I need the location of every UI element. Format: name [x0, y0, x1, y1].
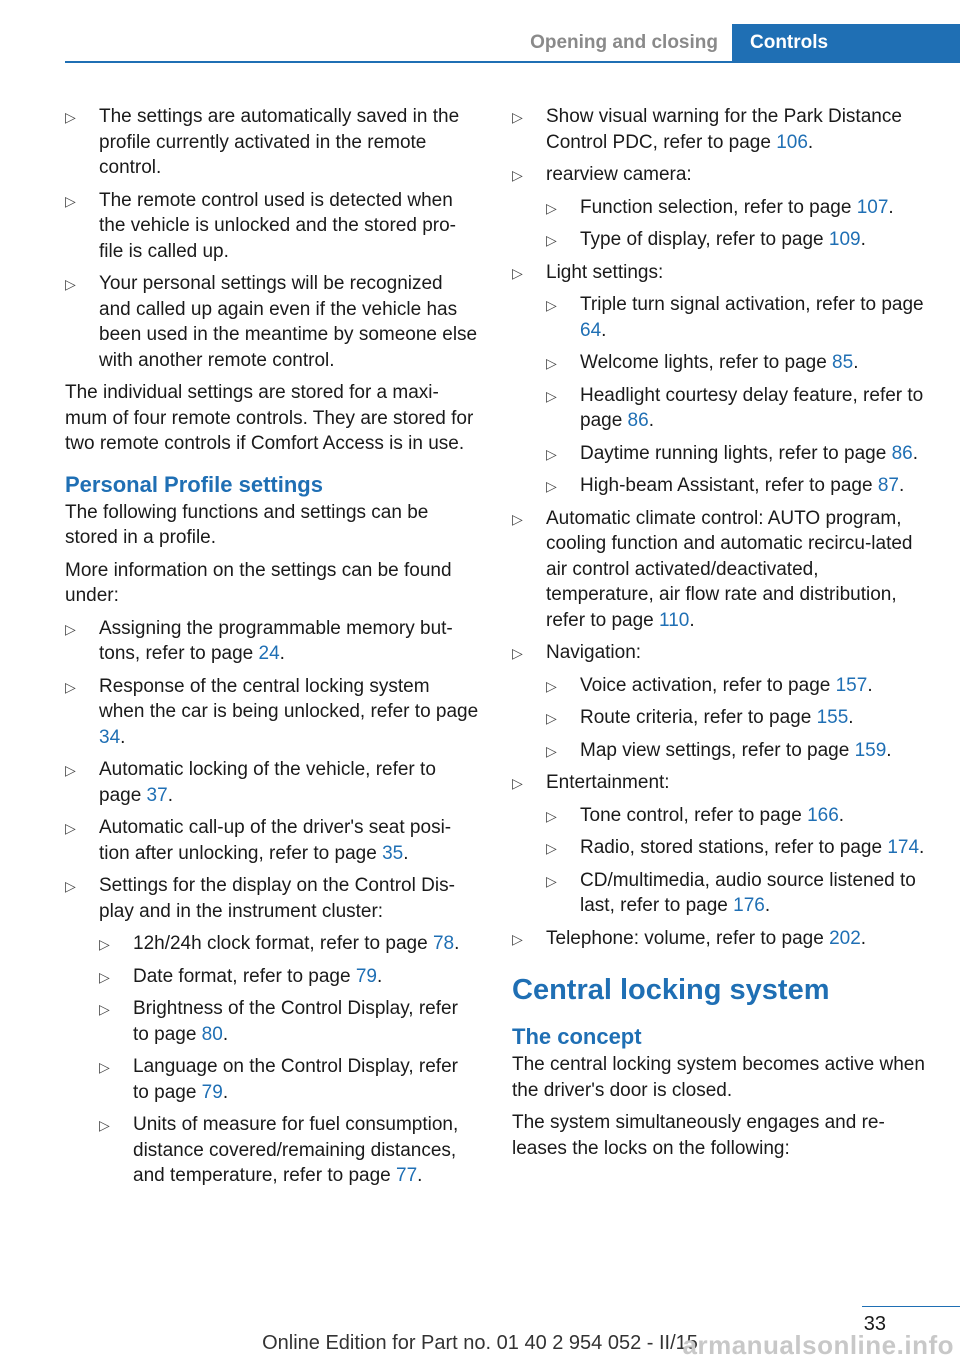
list-item: ▷ Automatic locking of the vehicle, refer to page 37.	[65, 757, 479, 808]
display-settings-sublist	[99, 931, 479, 1189]
list-item: ▷ CD/multimedia, audio source listened to last, refer to page 176.	[546, 868, 930, 919]
right-column	[512, 104, 930, 1168]
footer-edition: Online Edition for Part no. 01 40 2 954 052 - II/15	[262, 1332, 698, 1354]
list-item: ▷ Show visual warning for the Park Distance Control PDC, refer to page 106.	[512, 104, 930, 155]
paragraph: More information on the settings can be found under:	[65, 559, 452, 606]
list-item: ▷ Date format, refer to page 79.	[99, 964, 479, 990]
list-item: ▷ rearview camera: ▷ Function selection, refer to page 107. ▷ Type of display, refer to page 109.	[512, 162, 930, 253]
watermark: armanualsonline.info	[682, 1330, 954, 1360]
section-heading: Personal Profile settings	[65, 471, 323, 497]
page-link[interactable]: 174	[887, 837, 920, 858]
left-column	[65, 104, 479, 1196]
top-bullet-list	[65, 104, 479, 373]
light-sublist	[546, 292, 930, 499]
page-link[interactable]: 86	[891, 442, 913, 464]
page-link[interactable]: 86	[627, 410, 649, 431]
page-link[interactable]: 157	[835, 674, 868, 696]
page-link[interactable]: 79	[201, 1081, 223, 1103]
page-link[interactable]: 110	[659, 609, 690, 631]
list-item: ▷ Function selection, refer to page 107.	[546, 195, 930, 221]
page-link[interactable]: 202	[829, 927, 861, 949]
page-link[interactable]: 78	[432, 933, 455, 954]
list-item: ▷ Headlight courtesy delay feature, refer to page 86.	[546, 383, 930, 434]
camera-sublist	[546, 195, 930, 253]
section-tab[interactable]: Opening and closing	[530, 32, 718, 53]
navigation-sublist	[546, 673, 930, 764]
page-link[interactable]: 106	[776, 131, 808, 153]
list-item: ▷ Your personal settings will be recognized and called up again even if the vehicle has been used in the meantime by someone else with another remote control.	[65, 271, 479, 373]
list-item: ▷ Units of measure for fuel consumption, distance covered/remaining distances, and temperature, refer to page 77.	[99, 1112, 479, 1189]
list-item: ▷ Daytime running lights, refer to page 86.	[546, 441, 930, 467]
list-item: ▷ Radio, stored stations, refer to page 174.	[546, 835, 930, 861]
page-link[interactable]: 85	[832, 352, 854, 373]
list-item: ▷ Type of display, refer to page 109.	[546, 227, 930, 253]
chapter-tab[interactable]: Controls	[732, 24, 960, 62]
profile-settings-list	[65, 616, 479, 1189]
list-item: ▷ High-beam Assistant, refer to page 87.	[546, 473, 930, 499]
page-number-rule	[862, 1306, 960, 1307]
list-item: ▷ Light settings: ▷ Triple turn signal activation, refer to page 64. ▷ Welcome lights, refer to page 85. ▷ Headlight courtesy delay feature, refer to page 86. ▷ Daytime running lights, refer to page 86. ▷ High-beam Assistant, refer to page 87.	[512, 260, 930, 499]
list-item: ▷ The remote control used is detected when the vehicle is unlocked and the stored pro-file is called up.	[65, 188, 479, 265]
list-item: ▷ Triple turn signal activation, refer to page 64.	[546, 292, 930, 343]
list-item: ▷ Map view settings, refer to page 159.	[546, 738, 930, 764]
page-link[interactable]: 155	[816, 707, 849, 728]
page-link[interactable]: 24	[258, 643, 280, 664]
profile-settings-list-continued	[512, 104, 930, 951]
page-link[interactable]: 79	[355, 965, 377, 987]
page-link[interactable]: 34	[99, 726, 121, 748]
page-link[interactable]: 159	[854, 739, 887, 761]
list-item: ▷ Brightness of the Control Display, refer to page 80.	[99, 996, 479, 1047]
list-item: ▷ Navigation: ▷ Voice activation, refer to page 157. ▷ Route criteria, refer to page 155. ▷ Map view settings, refer to page 159.	[512, 640, 930, 763]
paragraph: The central locking system becomes active when the driver's door is closed.	[512, 1054, 925, 1101]
list-item: ▷ Language on the Control Display, refer to page 79.	[99, 1054, 479, 1105]
page-link[interactable]: 109	[828, 229, 861, 250]
list-item: ▷ The settings are automatically saved in the profile currently activated in the remote control.	[65, 104, 479, 181]
list-item: ▷ Assigning the programmable memory but-tons, refer to page 24.	[65, 616, 479, 667]
section-heading: The concept	[512, 1024, 642, 1049]
chapter-heading: Central locking system	[512, 974, 830, 1006]
page-link[interactable]: 80	[201, 1023, 223, 1045]
list-item: ▷ Welcome lights, refer to page 85.	[546, 350, 930, 376]
paragraph: The individual settings are stored for a maxi-mum of four remote controls. They are stored for two remote controls if Comfort Access is in use.	[65, 382, 474, 454]
page-link[interactable]: 37	[146, 784, 168, 806]
list-item: ▷ Route criteria, refer to page 155.	[546, 705, 930, 731]
page-link[interactable]: 176	[733, 895, 765, 916]
page-header	[65, 24, 960, 63]
list-item: ▷ Automatic call-up of the driver's seat posi-tion after unlocking, refer to page 35.	[65, 815, 479, 866]
page-link[interactable]: 107	[856, 196, 889, 218]
list-item: ▷ Automatic climate control: AUTO program, cooling function and automatic recircu-lated air control activated/deactivated, temperature, air flow rate and distribution, refer to page 110.	[512, 506, 930, 634]
page-link[interactable]: 35	[382, 842, 404, 864]
list-item: ▷ 12h/24h clock format, refer to page 78.	[99, 931, 479, 957]
page-link[interactable]: 166	[807, 804, 839, 826]
page-link[interactable]: 87	[877, 475, 899, 496]
page-link[interactable]: 77	[396, 1165, 418, 1186]
list-item: ▷ Entertainment: ▷ Tone control, refer to page 166. ▷ Radio, stored stations, refer to page 174. ▷ CD/multimedia, audio source listened to last, refer to page 176.	[512, 770, 930, 919]
list-item: ▷ Voice activation, refer to page 157.	[546, 673, 930, 699]
list-item: ▷ Response of the central locking system when the car is being unlocked, refer to page 34.	[65, 674, 479, 751]
list-item: ▷ Telephone: volume, refer to page 202.	[512, 926, 930, 952]
page-number: 33	[863, 1313, 886, 1335]
entertainment-sublist	[546, 803, 930, 919]
paragraph: The following functions and settings can be stored in a profile.	[65, 501, 429, 548]
list-item: ▷ Settings for the display on the Control Dis-play and in the instrument cluster: ▷ 12h/24h clock format, refer to page 78. ▷ Date format, refer to page 79. ▷ Brightness of the Control Display, refer to page 80. ▷ Language on the Control Display, refer to page 79. ▷ Units of measure for fuel consumption, distance covered/remaining distances, and temperature, refer to page 77.	[65, 873, 479, 1189]
paragraph: The system simultaneously engages and re-leases the locks on the following:	[512, 1112, 885, 1159]
page-link[interactable]: 64	[580, 319, 602, 341]
list-item: ▷ Tone control, refer to page 166.	[546, 803, 930, 829]
